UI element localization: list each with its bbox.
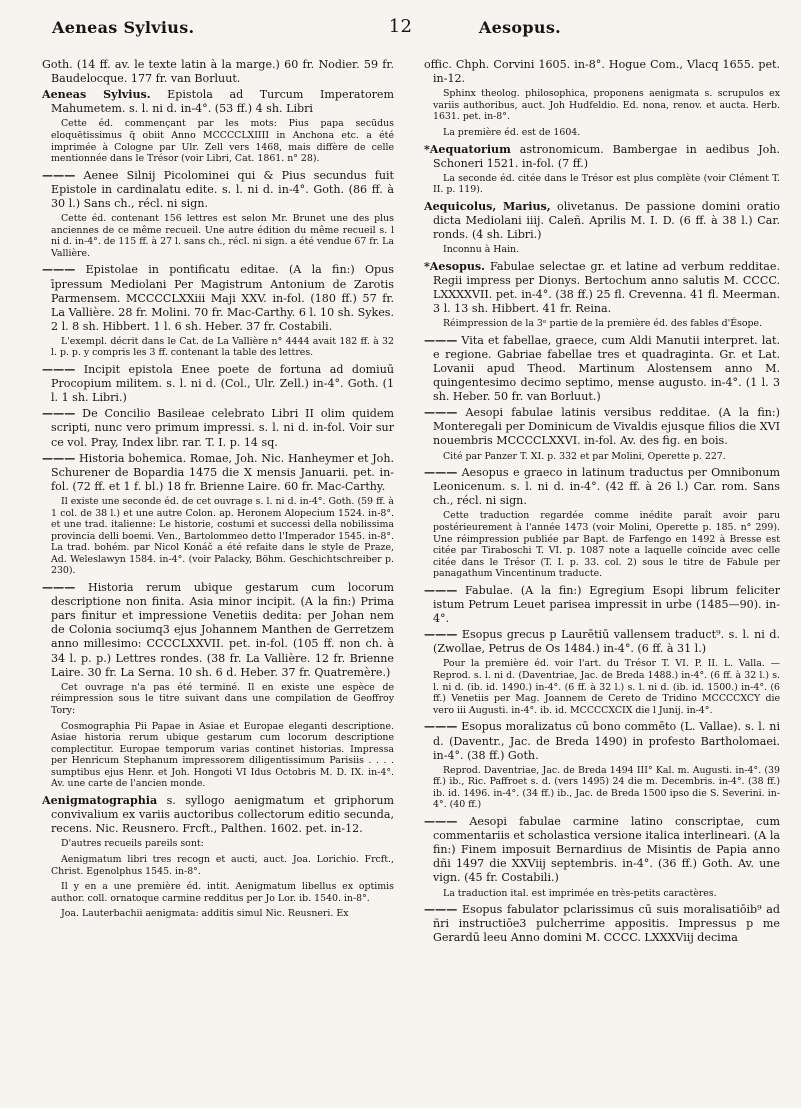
entry-heading: ——— [42, 407, 76, 421]
note-text: Reprod. Daventriae, Jac. de Breda 1494 III° Kal. m. Augusti. in-4°. (39 ff.) ib., Ric. Paffroet s. d. (vers 1495) 24 die m. Decembris. in-4°. (38 ff.) ib. id. 1496. in-4°. (34 ff.) ib., Jac. de Breda 1500 ipso die S. Severini. in-4°. (40 ff.) [433, 764, 780, 811]
entry-heading: ——— [424, 406, 458, 420]
note-text: Aenigmatum libri tres recogn et aucti, auct. Joa. Lorichio. Frcft., Christ. Egenolphus 1545. in-8°. [51, 853, 394, 877]
left-column [42, 58, 394, 1098]
entry-heading: *Aesopus. [424, 259, 486, 273]
entry-heading: ——— [42, 451, 76, 465]
entry-heading: ——— [424, 815, 458, 829]
note-paragraph [51, 118, 394, 164]
entry-heading: ——— [424, 583, 458, 597]
entry-text: Epistola ad Turcum Imperatorem Mahumetem. s. l. ni d. in-4°. (53 ff.) 4 sh. Libri [51, 88, 394, 116]
note-paragraph [433, 88, 780, 123]
catalog-entry [424, 628, 780, 656]
entry-heading: ——— [424, 720, 458, 734]
note-text: Cosmographia Pii Papae in Asiae et Europae eleganti descriptione. Asiae historia rerum ubique gestarum cum locorum descriptione complectitur. Europae temporum varias continet historias. Impressa per Henricum Stephanum impressorem diligentissimum Parisiis . . . . sumptibus ejus Henr. et Joh. Hongoti VI Idus Octobris M. D. IX. in-4°. Av. une carte de l'ancien monde. [51, 720, 394, 790]
entry-text: Esopus fabulator pclarissimus cū suis moralisatiōib⁹ ad ñri instructiōe3 pulcherrime appositis. Impressus p me Gerardū leeu Anno domini M. CCCC. LXXXViij decima [433, 903, 780, 945]
entry-text: Goth. (14 ff. av. le texte latin à la marge.) 60 fr. Nodier. 59 fr. Baudelocque. 177 fr. van Borluut. [42, 58, 394, 86]
entry-heading: ——— [42, 581, 76, 595]
entry-text: offic. Chph. Corvini 1605. in-8°. Hogue Com., Vlacq 1655. pet. in-12. [424, 58, 780, 86]
entry-text: Aenee Silnij Picolominei qui & Pius secundus fuit Epistole in cardinalatu edite. s. l. ni d. in-4°. Goth. (86 ff. à 30 l.) Sans ch., récl. ni sign. [51, 168, 394, 210]
catalog-entry [424, 406, 780, 448]
note-text: La première éd. est de 1604. [443, 126, 581, 138]
note-paragraph [433, 510, 780, 580]
catalog-entry [424, 260, 780, 316]
entry-text: De Concilio Basileae celebrato Libri II olim quidem scripti, nunc vero primum impressi. s. l. ni d. in-fol. Voir sur ce vol. Pray, Index libr. rar. T. I. p. 14 sq. [51, 407, 394, 449]
note-paragraph [433, 888, 780, 900]
catalog-entry [424, 143, 780, 171]
entry-heading: ——— [42, 168, 76, 182]
catalog-entry [42, 169, 394, 211]
note-paragraph [433, 173, 780, 196]
note-paragraph [51, 336, 394, 359]
note-text: Cité par Panzer T. XI. p. 332 et par Molini, Operette p. 227. [443, 450, 726, 462]
entry-text: Fabulae. (A la fin:) Egregium Esopi librum feliciter istum Petrum Leuet parisea impressit in urbe (1485—90). in-4°. [433, 583, 780, 626]
running-head-right: Aesopus. [478, 18, 561, 37]
entry-heading: ——— [424, 903, 458, 917]
entry-text: Historia bohemica. Romae, Joh. Nic. Hanheymer et Joh. Schurener de Bopardia 1475 die X mensis Januarii. pet. in-fol. (72 ff. et 1 f. bl.) 18 fr. Brienne Laire. 60 fr. Mac-Carthy. [51, 451, 394, 493]
note-text: La traduction ital. est imprimée en très-petits caractères. [443, 887, 717, 899]
catalog-entry [424, 466, 780, 508]
note-paragraph [51, 682, 394, 717]
note-paragraph [51, 213, 394, 259]
entry-text: Aesopi fabulae latinis versibus redditae. (A la fin:) Monteregali per Dominicum de Vivaldis ejusque filios die XVI nouembris MCCCCLXXVI. in-fol. Av. des fig. en bois. [433, 406, 780, 448]
right-column [424, 58, 780, 1098]
entry-heading: ——— [42, 363, 76, 377]
catalog-entry [42, 407, 394, 449]
entry-heading: Aequicolus, Marius, [424, 199, 551, 213]
entry-text: olivetanus. De passione domini oratio dicta Mediolani iiij. Caleñ. Aprilis M. I. D. (6 ff. à 38 l.) Car. ronds. (4 sh. Libri.) [433, 199, 780, 242]
note-text: Joa. Lauterbachii aenigmata: additis simul Nic. Reusneri. Ex [61, 908, 349, 920]
entry-heading: ——— [424, 628, 458, 642]
entry-text: Epistolae in pontificatu editae. (A la fin:) Opus īpressum Mediolani Per Magistrum Antonium de Zarotis Parmensem. MCCCCLXXiii Maji XXV. in-fol. (180 ff.) 57 fr. La Vallière. 28 fr. Molini. 70 fr. Mac-Carthy. 6 l. 10 sh. Sykes. 2 l. 8 sh. Hibbert. 1 l. 6 sh. Heber. 37 fr. Costabili. [51, 263, 394, 333]
catalog-entry [42, 581, 394, 680]
entry-text: Fabulae selectae gr. et latine ad verbum redditae. Regii impress per Dionys. Bertochum anno salutis M. CCCC. LXXXXVII. pet. in-4°. (38 ff.) 25 fl. Crevenna. 41 fl. Meerman. 3 l. 13 sh. Hibbert. 41 fr. Reina. [433, 259, 780, 316]
note-paragraph [433, 127, 780, 139]
note-text: L'exempl. décrit dans le Cat. de La Vallière n° 4444 avait 182 ff. à 32 l. p. p. y compris les 3 ff. contenant la table des lettres. [51, 335, 394, 359]
entry-heading: Aeneas Sylvius. [42, 88, 151, 102]
note-paragraph [51, 496, 394, 577]
note-text: Pour la première éd. voir l'art. du Trésor T. VI. P. II. L. Valla. — Reprod. s. l. ni d. (Daventriae, Jac. de Breda 1488.) in-4°. (6 ff. à 32 l.) s. l. ni d. (ib. id. 1490.) in-4°. (6 ff. à 32 l.) s. l. ni d. (ib. id. 1500.) in-4°. (6 ff.) Venetiis per Mag. Joannem de Cereto de Tridino MCCCCXCY die vero iii Augusti. in-4°. ib. id. MCCCCXCIX die l Junij. in-4°. [433, 658, 780, 716]
note-text: Cette éd. commençant par les mots: Pius papa secūdus eloquētissimus q̄ obiit Anno MCCCCLXIIII in Anchona etc. a été imprimée à Cologne par Ulr. Zell vers 1468, mais diffère de celle mentionnée dans le Trésor (voir Libri, Cat. 1861. n° 28). [51, 118, 394, 165]
note-paragraph [51, 838, 394, 850]
entry-text: Incipit epistola Enee poete de fortuna ad domiuū Procopium militem. s. l. ni d. (Col., Ulr. Zell.) in-4°. Goth. (1 l. 1 sh. Libri.) [51, 363, 394, 405]
entry-heading: ——— [424, 466, 458, 480]
note-paragraph [51, 721, 394, 791]
catalog-entry [424, 58, 780, 86]
note-paragraph [51, 854, 394, 877]
entry-text: Esopus moralizatus cū bono commēto (L. Vallae). s. l. ni d. (Daventr., Jac. de Breda 1490) in profesto Bartholomaei. in-4°. (38 ff.) Goth. [433, 720, 780, 762]
entry-heading: *Aequatorium [424, 142, 511, 156]
running-head-left: Aeneas Sylvius. [52, 18, 195, 37]
catalog-entry [424, 815, 780, 885]
entry-heading: Aenigmatographia [42, 794, 158, 808]
note-paragraph [433, 765, 780, 811]
entry-text: astronomicum. Bambergae in aedibus Joh. Schoneri 1521. in-fol. (7 ff.) [433, 142, 780, 170]
note-text: Cette éd. contenant 156 lettres est selon Mr. Brunet une des plus anciennes de ce même recueil. Une autre édition du même recueil s. l ni d. in-4°. de 115 ff. à 27 l. sans ch., récl. ni sign. a été vendue 67 fr. La Vallière. [51, 213, 394, 259]
entry-text: s. syllogo aenigmatum et griphorum convivalium ex variis auctoribus collectorum editio secunda, recens. Nic. Reusnero. Frcft., Palthen. 1602. pet. in-12. [51, 794, 394, 836]
catalog-entry [424, 903, 780, 945]
entry-heading: ——— [424, 333, 458, 347]
entry-text: Esopus grecus p Laurētiū vallensem traduct⁹. s. l. ni d. (Zwollae, Petrus de Os 1484.) in-4°. (6 ff. à 31 l.) [433, 628, 780, 656]
note-paragraph [433, 244, 780, 256]
catalog-entry [42, 263, 394, 333]
note-paragraph [433, 318, 780, 330]
catalog-entry [42, 452, 394, 494]
entry-text: Aesopi fabulae carmine latino conscriptae, cum commentariis et scholastica versione italica interlineari. (A la fin:) Finem imposuit Bernardiıus de Misintis de Papia anno dñi 1497 die XXViij septembris. in-4°. (36 ff.) Goth. Av. une vign. (45 fr. Costabili.) [433, 815, 780, 885]
note-paragraph [51, 881, 394, 904]
entry-text: Vita et fabellae, graece, cum Aldi Manutii interpret. lat. e regione. Gabriae fabellae tres et quadraginta. Gr. et Lat. Lovanii apud Theod. Martinum Alostensem anno M. quingentesimo decimo septimo, mense augusto. in-4°. (1 l. 3 sh. Heber. 50 fr. van Borluut.) [433, 333, 780, 404]
note-text: Sphinx theolog. philosophica, proponens aenigmata s. scrupulos ex variis authoribus, auct. Joh Hudfeldio. Ed. nona, renov. et aucta. Herb. 1631. pet. in-8°. [433, 88, 780, 123]
note-paragraph [433, 451, 780, 463]
catalog-entry [424, 200, 780, 242]
catalog-entry [42, 88, 394, 116]
catalog-entry [424, 720, 780, 762]
note-text: Cet ouvrage n'a pas été terminé. Il en existe une espèce de réimpression sous le titre suivant dans une compilation de Geoffroy Tory: [51, 681, 394, 716]
catalog-entry [42, 58, 394, 86]
catalog-entry [424, 334, 780, 404]
note-paragraph [433, 658, 780, 716]
page-number: 12 [388, 16, 413, 37]
catalog-entry [424, 584, 780, 626]
entry-text: Historia rerum ubique gestarum cum locorum descriptione non finita. Asia minor incipit. (A la fin:) Prima pars finitur et impressione Venetiis dedita: per Johan nem de Colonia sociumq3 ejus Johannem Manthen de Gerretzem anno millesimo: CCCCLXXVII. pet. in-fol. (105 ff. non ch. à 34 l. p. p.) Lettres rondes. (38 fr. La Vallière. 12 fr. Brienne Laire. 30 fr. La Serna. 10 sh. 6 d. Heber. 37 fr. Quatremère.) [51, 581, 394, 679]
note-paragraph [51, 908, 394, 920]
catalog-entry [42, 794, 394, 836]
note-text: Il y en a une première éd. intit. Aenigmatum libellus ex optimis author. coll. ornatoque carmine redditus per Jo Lor. ib. 1540. in-8°. [51, 881, 394, 904]
note-text: Il existe une seconde éd. de cet ouvrage s. l. ni d. in-4°. Goth. (59 ff. à 1 col. de 38 l.) et une autre Colon. ap. Heronem Alopecium 1524. in-8°. et une trad. italienne: Le historie, costumi et successi della nobilissima provincia delli boemi. Ven., Bartolommeo detto l'Imperador 1545. in-8°. La trad. bohém. par Nicol Konáč a été refaite dans le style de Praze, Ad. Weleslawyn 1584. in-4°. (voir Palacky, Böhm. Geschichtschreiber p. 230). [51, 495, 394, 577]
note-text: Réimpression de la 3ᵉ partie de la première éd. des fables d'Ésope. [443, 318, 763, 330]
note-text: La seconde éd. citée dans le Trésor est plus complète (voir Clément T. II. p. 119). [433, 172, 780, 196]
note-text: Cette traduction regardée comme inédite paraît avoir paru postérieurement à l'année 1473 (voir Molini, Operette p. 185. n° 299). Une réimpression publiée par Bapt. de Farfengo en 1492 à Bresse est citée par Tiraboschi T. VI. p. 1087 note a laquelle coïncide avec celle citée dans le Trésor (T. I. p. 33. col. 2) sous le titre de Fabule per panagathum Vincentinum traducte. [433, 510, 780, 580]
catalog-entry [42, 363, 394, 405]
entry-text: Aesopus e graeco in latinum traductus per Omnibonum Leonicenum. s. l. ni d. in-4°. (42 ff. à 26 l.) Car. rom. Sans ch., récl. ni sign. [433, 466, 780, 508]
entry-heading: ——— [42, 263, 76, 277]
note-text: D'autres recueils pareils sont: [61, 838, 204, 850]
note-text: Inconnu à Hain. [443, 244, 520, 256]
